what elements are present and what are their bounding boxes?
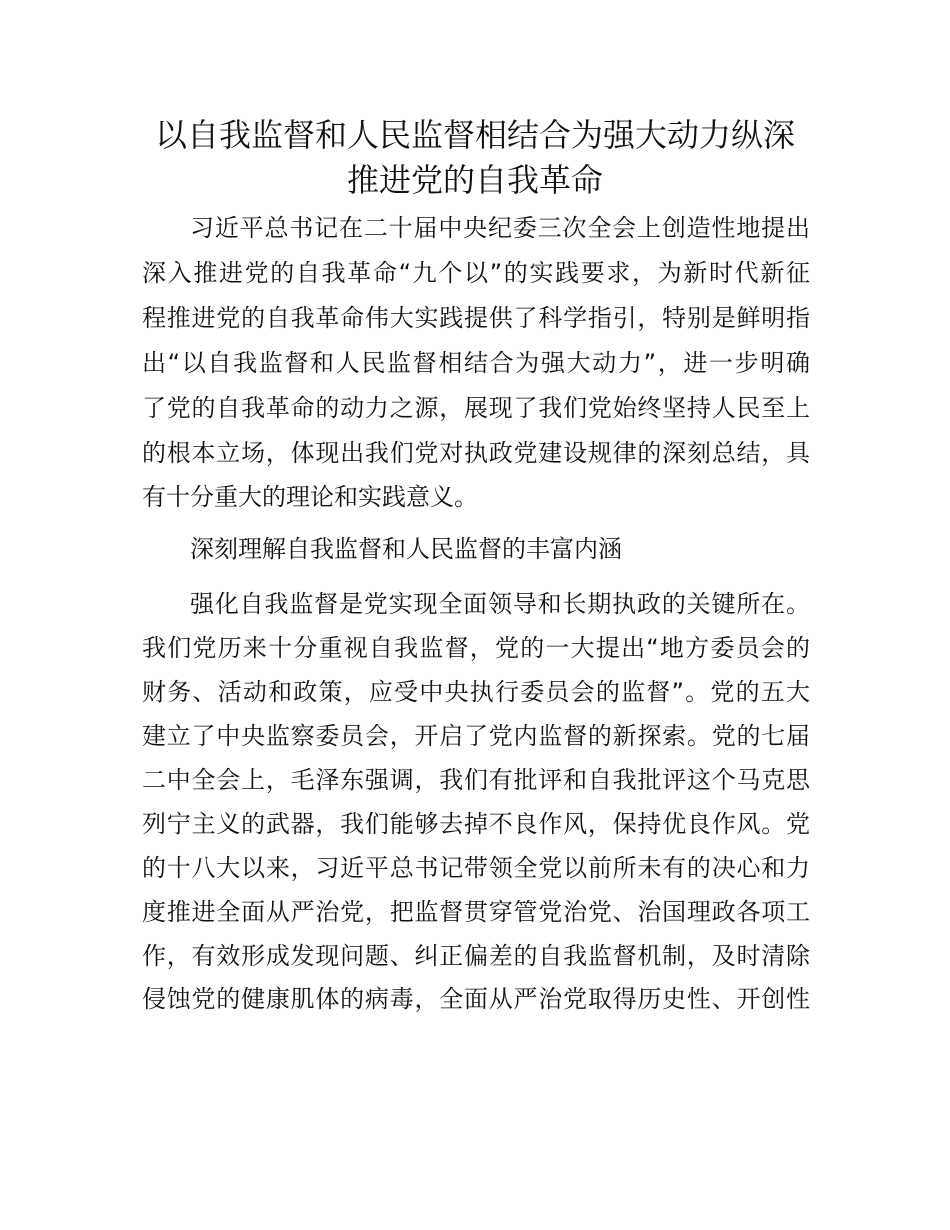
paragraph-2-line: 的十八大以来，习近平总书记带领全党以前所未有的决心和力 bbox=[142, 854, 810, 882]
paragraph-1-line: 的根本立场，体现出我们党对执政党建设规律的深刻总结，具 bbox=[142, 439, 810, 467]
section-heading: 深刻理解自我监督和人民监督的丰富内涵 bbox=[190, 535, 622, 563]
paragraph-1-line: 深入推进党的自我革命“九个以”的实践要求，为新时代新征 bbox=[142, 259, 810, 287]
paragraph-1-line: 出“以自我监督和人民监督相结合为强大动力”，进一步明确 bbox=[142, 349, 810, 377]
paragraph-1-line: 了党的自我革命的动力之源，展现了我们党始终坚持人民至上 bbox=[142, 394, 810, 422]
paragraph-1-line: 有十分重大的理论和实践意义。 bbox=[142, 483, 478, 511]
paragraph-2-line: 列宁主义的武器，我们能够去掉不良作风，保持优良作风。党 bbox=[142, 810, 810, 838]
document-title-line-1: 以自我监督和人民监督相结合为强大动力纵深 bbox=[154, 116, 795, 154]
paragraph-2-line: 建立了中央监察委员会，开启了党内监督的新探索。党的七届 bbox=[142, 722, 810, 750]
paragraph-1-line: 习近平总书记在二十届中央纪委三次全会上创造性地提出 bbox=[190, 214, 810, 242]
paragraph-2-line: 侵蚀党的健康肌体的病毒，全面从严治党取得历史性、开创性 bbox=[142, 985, 810, 1013]
paragraph-2-line: 度推进全面从严治党，把监督贯穿管党治党、治国理政各项工 bbox=[142, 898, 810, 926]
paragraph-2-line: 二中全会上，毛泽东强调，我们有批评和自我批评这个马克思 bbox=[142, 766, 810, 794]
paragraph-1-line: 程推进党的自我革命伟大实践提供了科学指引，特别是鲜明指 bbox=[142, 304, 810, 332]
document-title-line-2: 推进党的自我革命 bbox=[346, 161, 603, 199]
paragraph-2-line: 我们党历来十分重视自我监督，党的一大提出“地方委员会的 bbox=[142, 634, 810, 662]
paragraph-2-line: 强化自我监督是党实现全面领导和长期执政的关键所在。 bbox=[190, 590, 810, 618]
paragraph-2-line: 作，有效形成发现问题、纠正偏差的自我监督机制，及时清除 bbox=[142, 942, 810, 970]
paragraph-2-line: 财务、活动和政策，应受中央执行委员会的监督”。党的五大 bbox=[142, 678, 810, 706]
